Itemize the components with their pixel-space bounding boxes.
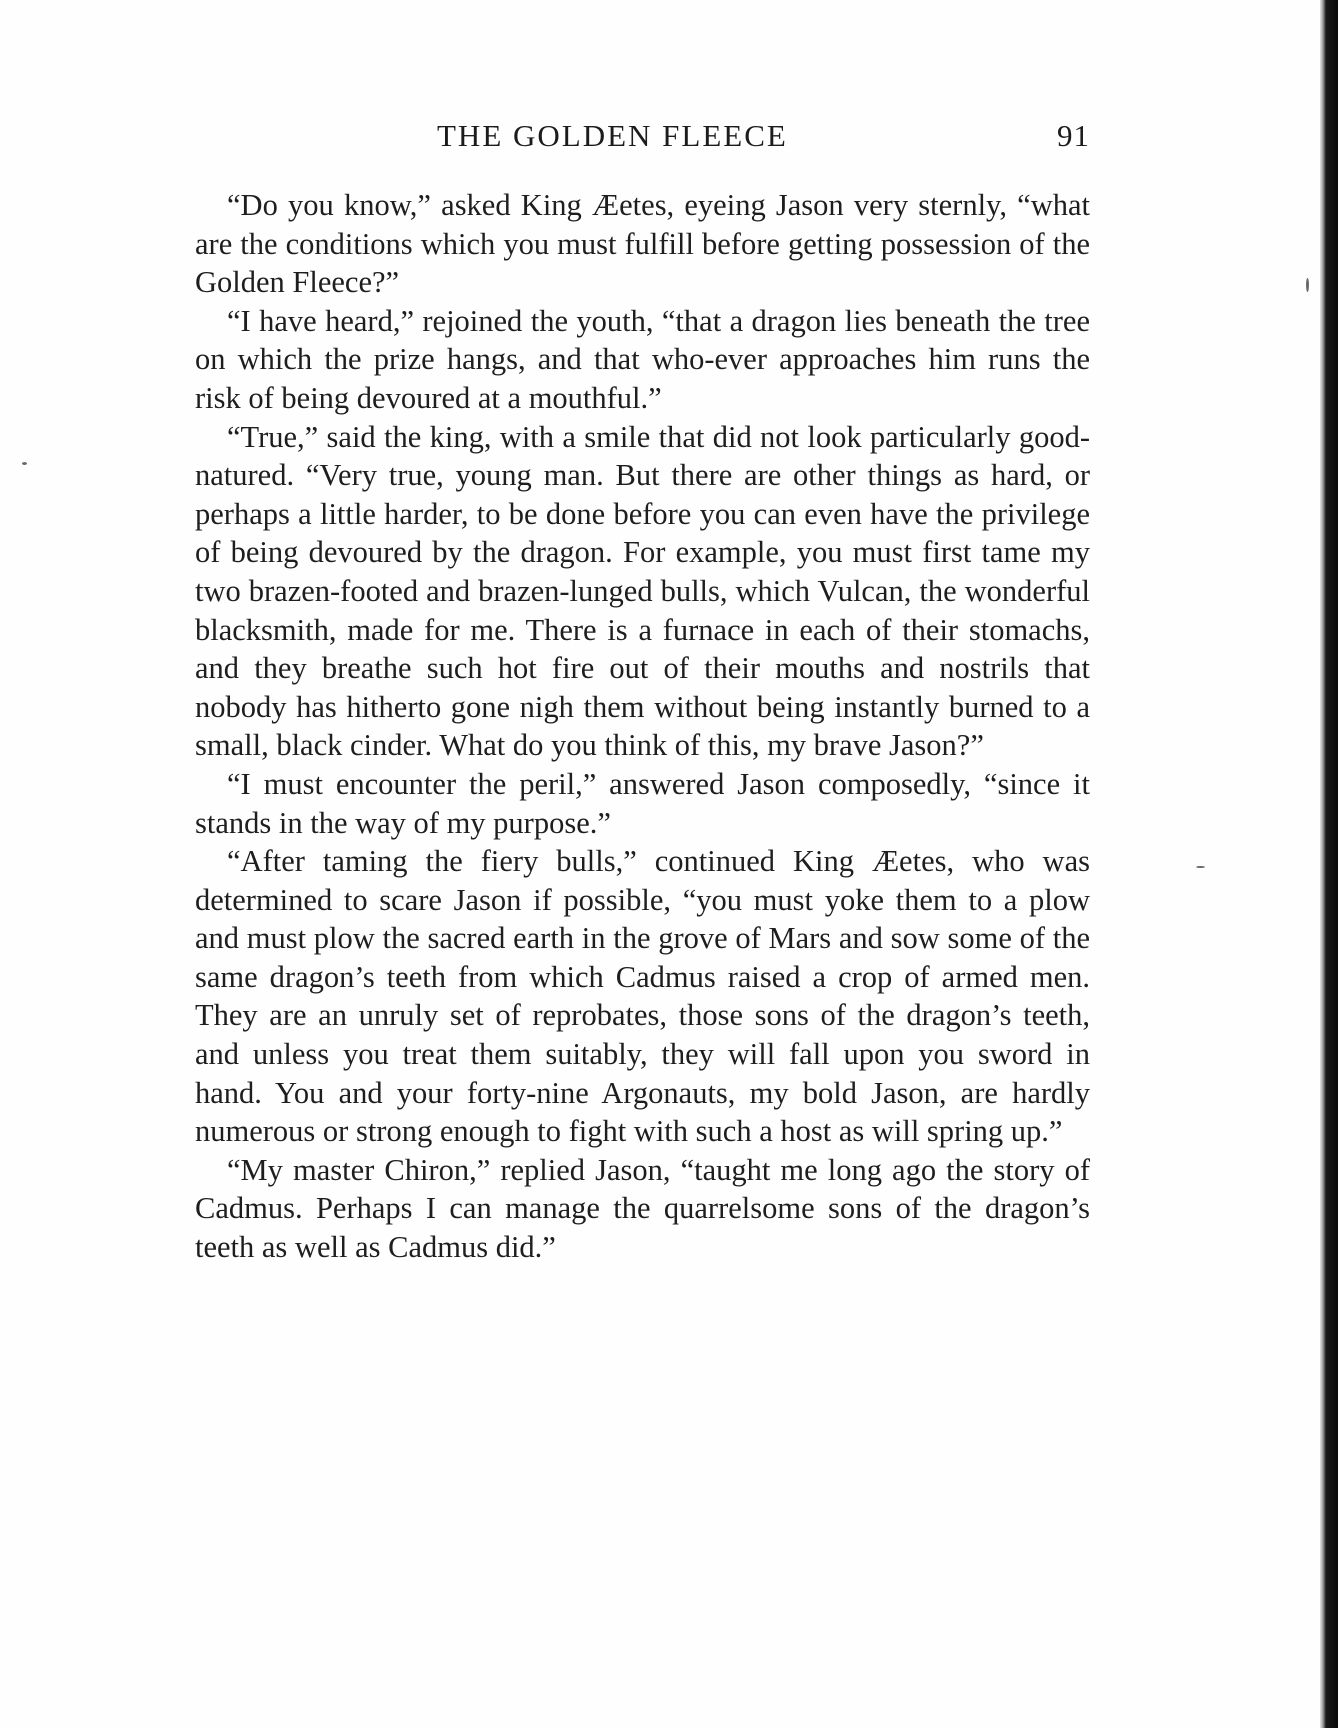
scan-speck bbox=[1196, 866, 1205, 868]
chapter-title: THE GOLDEN FLEECE bbox=[437, 118, 788, 153]
running-head bbox=[195, 118, 1090, 158]
page-edge-shadow bbox=[1320, 0, 1338, 1728]
paragraph: “True,” said the king, with a smile that did not look particularly good-natured. “Very true, young man. But there are other things as hard, or perhaps a little harder, to be done before you can even have the privilege of being devoured by the dragon. For example, you must first tame my two brazen-footed and brazen-lunged bulls, which Vulcan, the wonderful blacksmith, made for me. There is a furnace in each of their stomachs, and they breathe such hot fire out of their mouths and nostrils that nobody has hitherto gone nigh them without being instantly burned to a small, black cinder. What do you think of this, my brave Jason?” bbox=[195, 419, 1090, 763]
body-text bbox=[195, 186, 1090, 1267]
page-number: 91 bbox=[1057, 118, 1090, 153]
scan-speck bbox=[1306, 278, 1309, 292]
paragraph: “I have heard,” rejoined the youth, “that a dragon lies beneath the tree on which the prize hangs, and that who-ever approaches him runs the risk of being devoured at a mouthful.” bbox=[195, 303, 1090, 415]
paragraph: “After taming the fiery bulls,” continued King Æetes, who was determined to scare Jason if possible, “you must yoke them to a plow and must plow the sacred earth in the grove of Mars and sow some of the same dragon’s teeth from which Cadmus raised a crop of armed men. They are an unruly set of reprobates, those sons of the dragon’s teeth, and unless you treat them suitably, they will fall upon you sword in hand. You and your forty-nine Argonauts, my bold Jason, are hardly numerous or strong enough to fight with such a host as will spring up.” bbox=[195, 844, 1090, 1149]
scan-speck bbox=[22, 462, 27, 465]
paragraph: “My master Chiron,” replied Jason, “taught me long ago the story of Cadmus. Perhaps I can manage the quarrelsome sons of the dragon’s teeth as well as Cadmus did.” bbox=[195, 1152, 1090, 1265]
paragraph: “I must encounter the peril,” answered Jason composedly, “since it stands in the way of my purpose.” bbox=[195, 766, 1090, 840]
paragraph: “Do you know,” asked King Æetes, eyeing Jason very sternly, “what are the conditions which you must fulfill before getting possession of the Golden Fleece?” bbox=[195, 188, 1090, 300]
